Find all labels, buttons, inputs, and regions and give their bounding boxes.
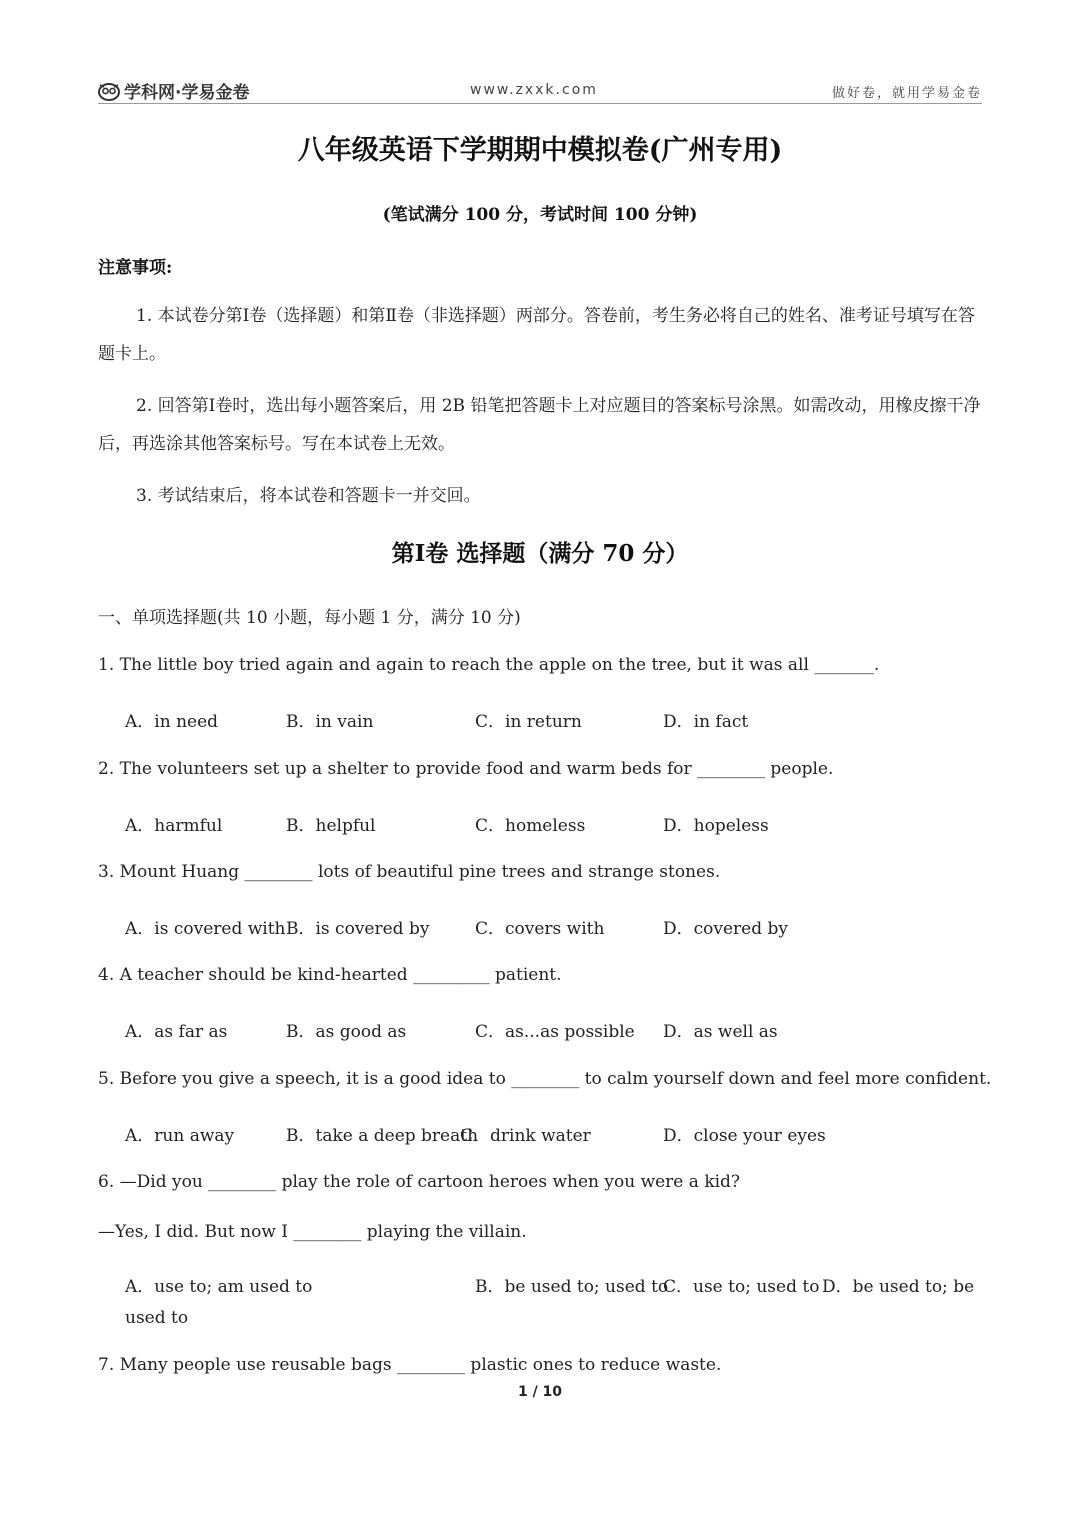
question-6-stem: 6. —Did you ________ play the role of cartoon heroes when you were a kid?: [98, 1172, 741, 1192]
q1-option-a: A．in need: [125, 712, 219, 732]
q3-option-d: D．covered by: [663, 919, 789, 939]
owl-logo-icon: [98, 81, 120, 101]
exam-title: 八年级英语下学期期中模拟卷(广州专用): [297, 135, 783, 166]
question-1-stem: 1. The little boy tried again and again to reach the apple on the tree, but it was all _______.: [98, 655, 880, 675]
question-2-stem: 2. The volunteers set up a shelter to provide food and warm beds for ________ people.: [98, 759, 834, 779]
question-5-stem: 5. Before you give a speech, it is a good idea to ________ to calm yourself down and feel more confident.: [98, 1069, 992, 1089]
notice-item-2: 2. 回答第Ⅰ卷时，选出每小题答案后，用 2B 铅笔把答题卡上对应题目的答案标号涂黑。如需改动，用橡皮擦干净后，再选涂其他答案标号。写在本试卷上无效。: [98, 396, 981, 454]
part-heading: 一、单项选择题(共 10 小题，每小题 1 分，满分 10 分): [98, 608, 521, 628]
site-url: www.zxxk.com: [470, 82, 598, 98]
q2-option-c: C．homeless: [475, 816, 586, 836]
q6-option-a: A．use to; am used to: [125, 1277, 313, 1297]
q6-option-b: B．be used to; used to: [475, 1277, 669, 1297]
question-4-stem: 4. A teacher should be kind-hearted _________ patient.: [98, 965, 562, 985]
q1-option-d: D．in fact: [663, 712, 749, 732]
q3-option-a: A．is covered with: [125, 919, 286, 939]
q2-option-b: B．helpful: [286, 816, 376, 836]
question-6-stem-reply: —Yes, I did. But now I ________ playing the villain.: [98, 1222, 527, 1242]
q6-option-d: D．be used to; be: [822, 1277, 975, 1297]
exam-subtitle: (笔试满分 100 分，考试时间 100 分钟): [382, 205, 698, 225]
page-number: 1 / 10: [517, 1384, 563, 1400]
q4-option-d: D．as well as: [663, 1022, 778, 1042]
q4-option-a: A．as far as: [125, 1022, 228, 1042]
q5-option-d: D．close your eyes: [663, 1126, 826, 1146]
q5-option-c: C．drink water: [460, 1126, 591, 1146]
question-7-stem: 7. Many people use reusable bags ________ plastic ones to reduce waste.: [98, 1355, 722, 1375]
q1-option-c: C．in return: [475, 712, 582, 732]
header-slogan: 做好卷，就用学易金卷: [831, 86, 982, 101]
brand-logo: [98, 78, 249, 103]
q4-option-b: B．as good as: [286, 1022, 407, 1042]
q3-option-b: B．is covered by: [286, 919, 430, 939]
question-3-stem: 3. Mount Huang ________ lots of beautiful pine trees and strange stones.: [98, 862, 721, 882]
notice-item-1: 1. 本试卷分第Ⅰ卷（选择题）和第Ⅱ卷（非选择题）两部分。答卷前，考生务必将自己的姓名、准考证号填写在答题卡上。: [98, 306, 975, 364]
section-title: 第Ⅰ卷 选择题（满分 70 分）: [391, 540, 689, 567]
q5-option-b: B．take a deep breath: [286, 1126, 479, 1146]
q3-option-c: C．covers with: [475, 919, 605, 939]
q6-option-d-continued: used to: [125, 1308, 189, 1328]
q2-option-a: A．harmful: [125, 816, 223, 836]
notice-heading: 注意事项:: [98, 258, 173, 278]
q4-option-c: C．as...as possible: [475, 1022, 635, 1042]
q5-option-a: A．run away: [125, 1126, 235, 1146]
q1-option-b: B．in vain: [286, 712, 374, 732]
notice-item-3: 3. 考试结束后，将本试卷和答题卡一并交回。: [136, 486, 481, 506]
q2-option-d: D．hopeless: [663, 816, 769, 836]
q6-option-c: C．use to; used to: [663, 1277, 820, 1297]
header-divider: [98, 103, 982, 104]
brand-logo-text: 学科网·学易金卷: [124, 83, 250, 103]
